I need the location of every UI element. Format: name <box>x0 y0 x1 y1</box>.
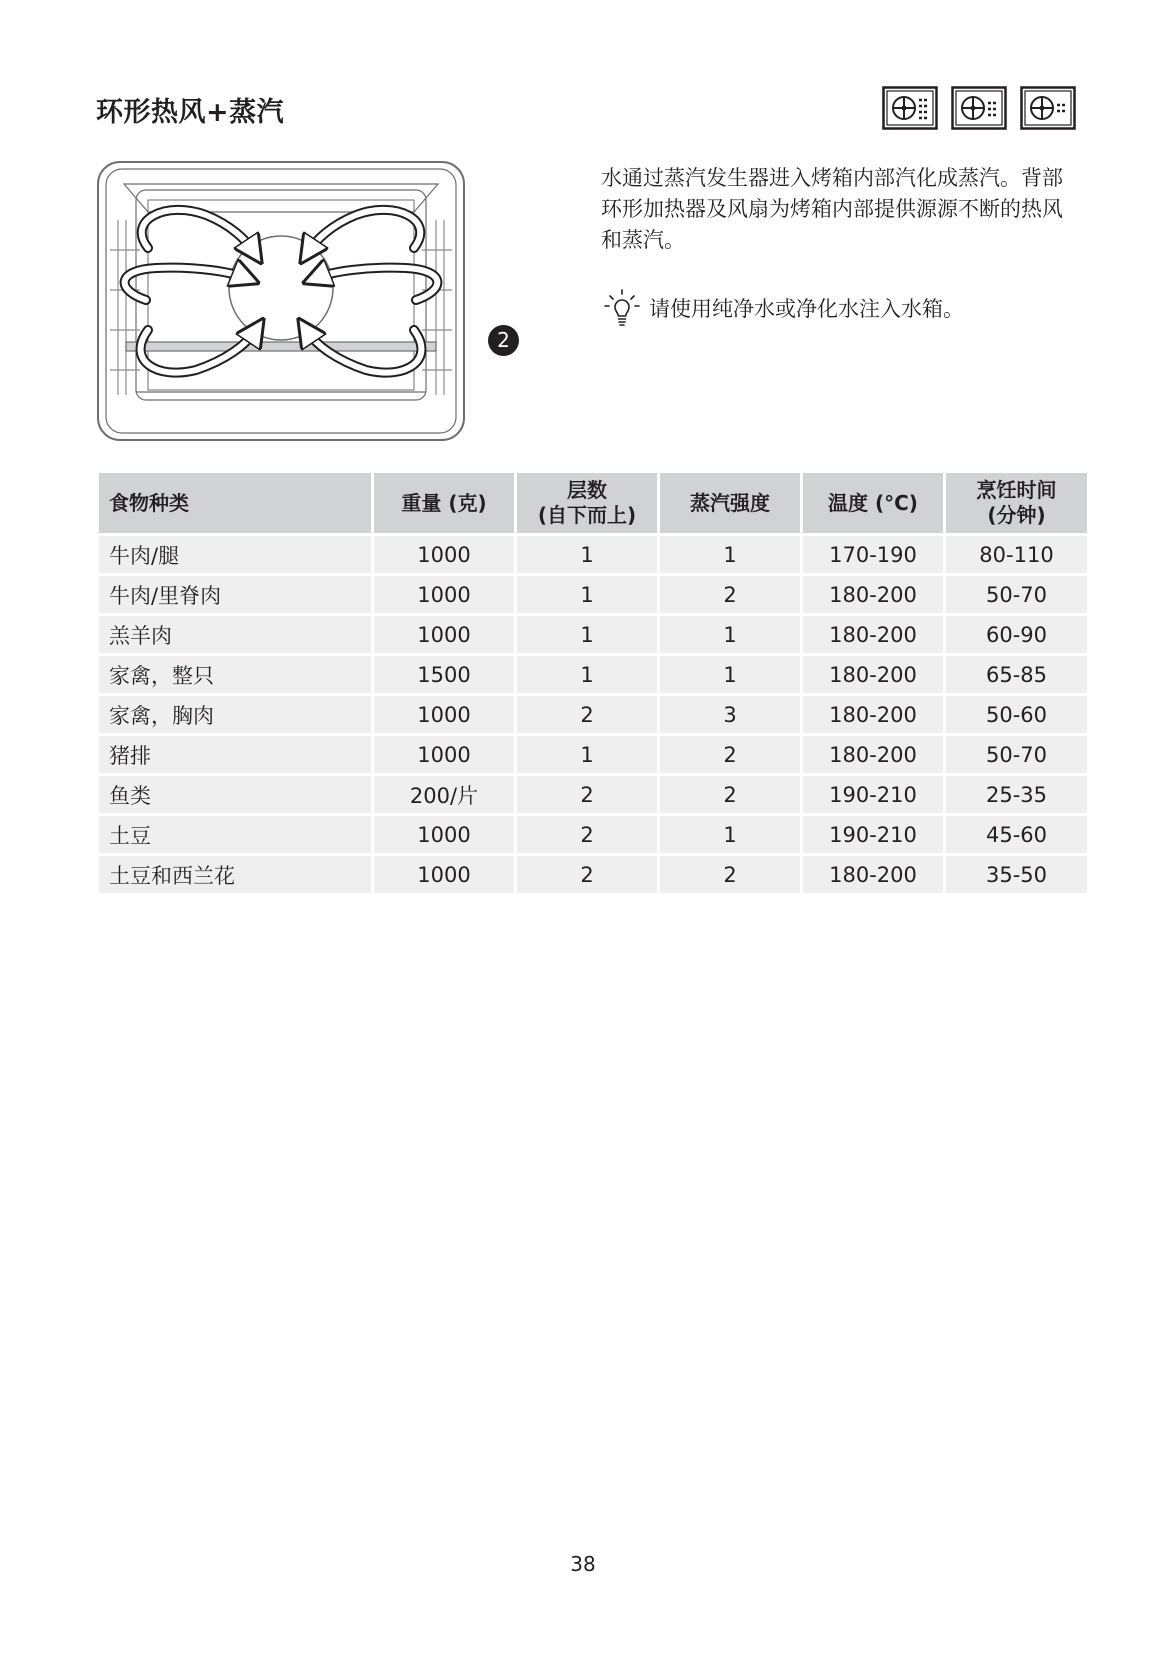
table-cell: 家禽，整只 <box>99 656 371 693</box>
table-cell: 1 <box>517 536 657 573</box>
table-header-row <box>99 473 1087 533</box>
table-cell: 1 <box>517 656 657 693</box>
table-cell: 家禽，胸肉 <box>99 696 371 733</box>
table-cell: 80-110 <box>946 536 1087 573</box>
table-cell: 牛肉/腿 <box>99 536 371 573</box>
tip-note <box>603 288 964 328</box>
table-cell: 190-210 <box>803 816 943 853</box>
table-cell: 180-200 <box>803 696 943 733</box>
header-rack-level: 层数 (自下而上) <box>517 473 657 533</box>
table-cell: 60-90 <box>946 616 1087 653</box>
table-row <box>99 536 1087 573</box>
table-cell: 3 <box>660 696 800 733</box>
tip-text: 请使用纯净水或净化水注入水箱。 <box>649 297 964 321</box>
table-cell: 50-70 <box>946 576 1087 613</box>
table-cell: 1 <box>517 576 657 613</box>
table-row <box>99 816 1087 853</box>
table-cell: 土豆 <box>99 816 371 853</box>
table-cell: 2 <box>517 816 657 853</box>
table-row <box>99 656 1087 693</box>
table-cell: 180-200 <box>803 656 943 693</box>
cooking-table <box>96 470 1090 896</box>
header-weight: 重量 (克) <box>374 473 514 533</box>
table-cell: 1 <box>660 656 800 693</box>
table-row <box>99 776 1087 813</box>
table-cell: 2 <box>517 856 657 893</box>
fan-steam-level-3-icon <box>882 86 938 130</box>
table-cell: 1 <box>660 616 800 653</box>
table-cell: 200/片 <box>374 776 514 813</box>
table-cell: 180-200 <box>803 616 943 653</box>
table-cell: 50-60 <box>946 696 1087 733</box>
table-cell: 1 <box>517 736 657 773</box>
table-cell: 1 <box>660 816 800 853</box>
mode-description: 水通过蒸汽发生器进入烤箱内部汽化成蒸汽。背部环形加热器及风扇为烤箱内部提供源源不断的热风和蒸汽。 <box>601 166 1063 252</box>
table-cell: 65-85 <box>946 656 1087 693</box>
table-cell: 45-60 <box>946 816 1087 853</box>
table-cell: 1500 <box>374 656 514 693</box>
lightbulb-icon <box>603 288 641 328</box>
table-cell: 1 <box>660 536 800 573</box>
table-cell: 1000 <box>374 736 514 773</box>
table-body <box>99 536 1087 893</box>
table-cell: 1000 <box>374 616 514 653</box>
table-cell: 2 <box>660 736 800 773</box>
steam-mode-icons <box>882 86 1076 130</box>
table-cell: 2 <box>660 776 800 813</box>
table-cell: 2 <box>517 696 657 733</box>
table-cell: 1 <box>517 616 657 653</box>
table-cell: 180-200 <box>803 576 943 613</box>
header-food-type: 食物种类 <box>99 473 371 533</box>
fan-steam-level-1-icon <box>1020 86 1076 130</box>
table-cell: 1000 <box>374 856 514 893</box>
table-cell: 鱼类 <box>99 776 371 813</box>
table-cell: 1000 <box>374 816 514 853</box>
table-cell: 180-200 <box>803 736 943 773</box>
table-cell: 170-190 <box>803 536 943 573</box>
page-title: 环形热风+蒸汽 <box>96 97 285 128</box>
table-cell: 2 <box>660 856 800 893</box>
table-cell: 牛肉/里脊肉 <box>99 576 371 613</box>
table-cell: 1000 <box>374 576 514 613</box>
page-number: 38 <box>570 1552 596 1576</box>
table-row <box>99 736 1087 773</box>
table-cell: 羔羊肉 <box>99 616 371 653</box>
oven-airflow-diagram <box>96 160 466 442</box>
table-row <box>99 856 1087 893</box>
table-cell: 2 <box>660 576 800 613</box>
table-row <box>99 576 1087 613</box>
table-cell: 190-210 <box>803 776 943 813</box>
table-cell: 1000 <box>374 536 514 573</box>
table-row <box>99 696 1087 733</box>
header-cooking-time: 烹饪时间 (分钟) <box>946 473 1087 533</box>
step-number-badge: 2 <box>488 325 519 356</box>
table-cell: 180-200 <box>803 856 943 893</box>
fan-steam-level-2-icon <box>951 86 1007 130</box>
header-temperature: 温度 (°C) <box>803 473 943 533</box>
table-cell: 50-70 <box>946 736 1087 773</box>
table-row <box>99 616 1087 653</box>
table-cell: 35-50 <box>946 856 1087 893</box>
table-cell: 土豆和西兰花 <box>99 856 371 893</box>
header-steam-intensity: 蒸汽强度 <box>660 473 800 533</box>
table-cell: 1000 <box>374 696 514 733</box>
table-cell: 2 <box>517 776 657 813</box>
table-cell: 猪排 <box>99 736 371 773</box>
table-cell: 25-35 <box>946 776 1087 813</box>
